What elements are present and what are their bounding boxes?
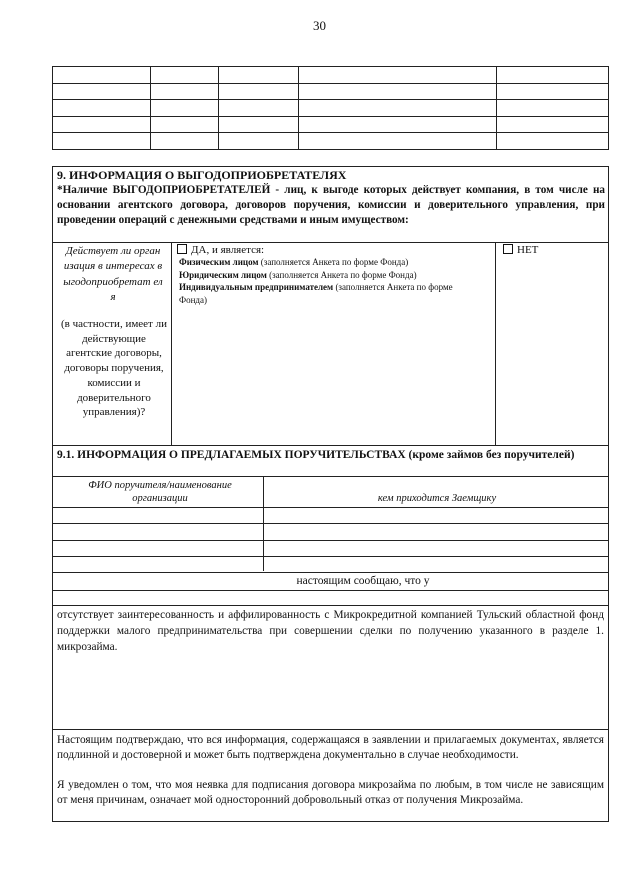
divider [53,605,608,606]
top-empty-table [52,66,609,150]
checkbox-icon[interactable] [503,244,513,254]
yes-label: ДА, и является: [191,244,265,256]
section-9-1 [52,446,609,591]
beneficiary-question-note: (в частности, имеет ли действующие агентские договоры, договоры поручения, комиссии и доверительного управления)? [61,318,167,419]
affiliation-block [52,590,609,730]
section-9-1-title: 9.1. ИНФОРМАЦИЯ О ПРЕДЛАГАЕМЫХ ПОРУЧИТЕЛЬСТВАХ (кроме займов без поручителей) [57,449,575,461]
confirmation-block [52,730,609,822]
option-individual: Физическим лицом (заполняется Анкета по форме Фонда) [179,257,409,267]
no-label: НЕТ [517,244,539,256]
checkbox-icon[interactable] [177,244,187,254]
relation-header: кем приходится Заемщику [377,493,497,504]
divider [53,242,608,243]
beneficiary-type-list [179,256,479,306]
declaration-line: настоящим сообщаю, что у [296,575,430,587]
table-row[interactable] [53,540,608,541]
table-row[interactable] [53,523,608,524]
table-row[interactable] [53,556,608,557]
option-legal-entity: Юридическим лицом (заполняется Анкета по форме Фонда) [179,269,417,280]
divider [171,242,172,446]
section-9-subtitle: *Наличие ВЫГОДОПРИОБРЕТАТЕЛЕЙ - лиц, к выгоде которых действует компания, в том числе на основании агентского договора, договоров поручения, комиссии и доверительного управления, при проведении операций с денежными средствами и иным имуществом: [57,184,605,226]
no-option[interactable] [503,244,603,257]
table-row[interactable] [53,572,608,573]
confirmation-text-1: Настоящим подтверждаю, что вся информация, содержащаяся в заявлении и прилагаемых документах, является подлинной и достоверной и может быть подтверждена документально в случае необходимости. [57,734,604,761]
beneficiary-question: Действует ли организация в интересах выгодоприобретат еля [63,245,163,304]
section-9-title: 9. ИНФОРМАЦИЯ О ВЫГОДОПРИОБРЕТАТЕЛЯХ [57,168,347,182]
guarantor-name-header: ФИО поручителя/наименование организации [88,480,232,504]
divider [495,242,496,446]
confirmation-text-2: Я уведомлен о том, что моя неявка для подписания договора микрозайма по любым, в том числе не зависящим от меня причинам, означает мой односторонний добровольный отказ от получения Микрозайма. [57,779,604,806]
section-9 [52,166,609,446]
option-entrepreneur: Индивидуальным предпринимателем (заполняется Анкета по форме Фонда) [179,282,453,305]
divider [53,476,608,477]
affiliation-text: отсутствует заинтересованность и аффилированность с Микрокредитной компанией Тульский областной фонд поддержки малого предпринимательства при совершении сделки по получению указанного в разделе 1. микрозайма. [57,609,604,653]
page-number: 30 [313,18,326,33]
table-row[interactable] [53,507,608,508]
